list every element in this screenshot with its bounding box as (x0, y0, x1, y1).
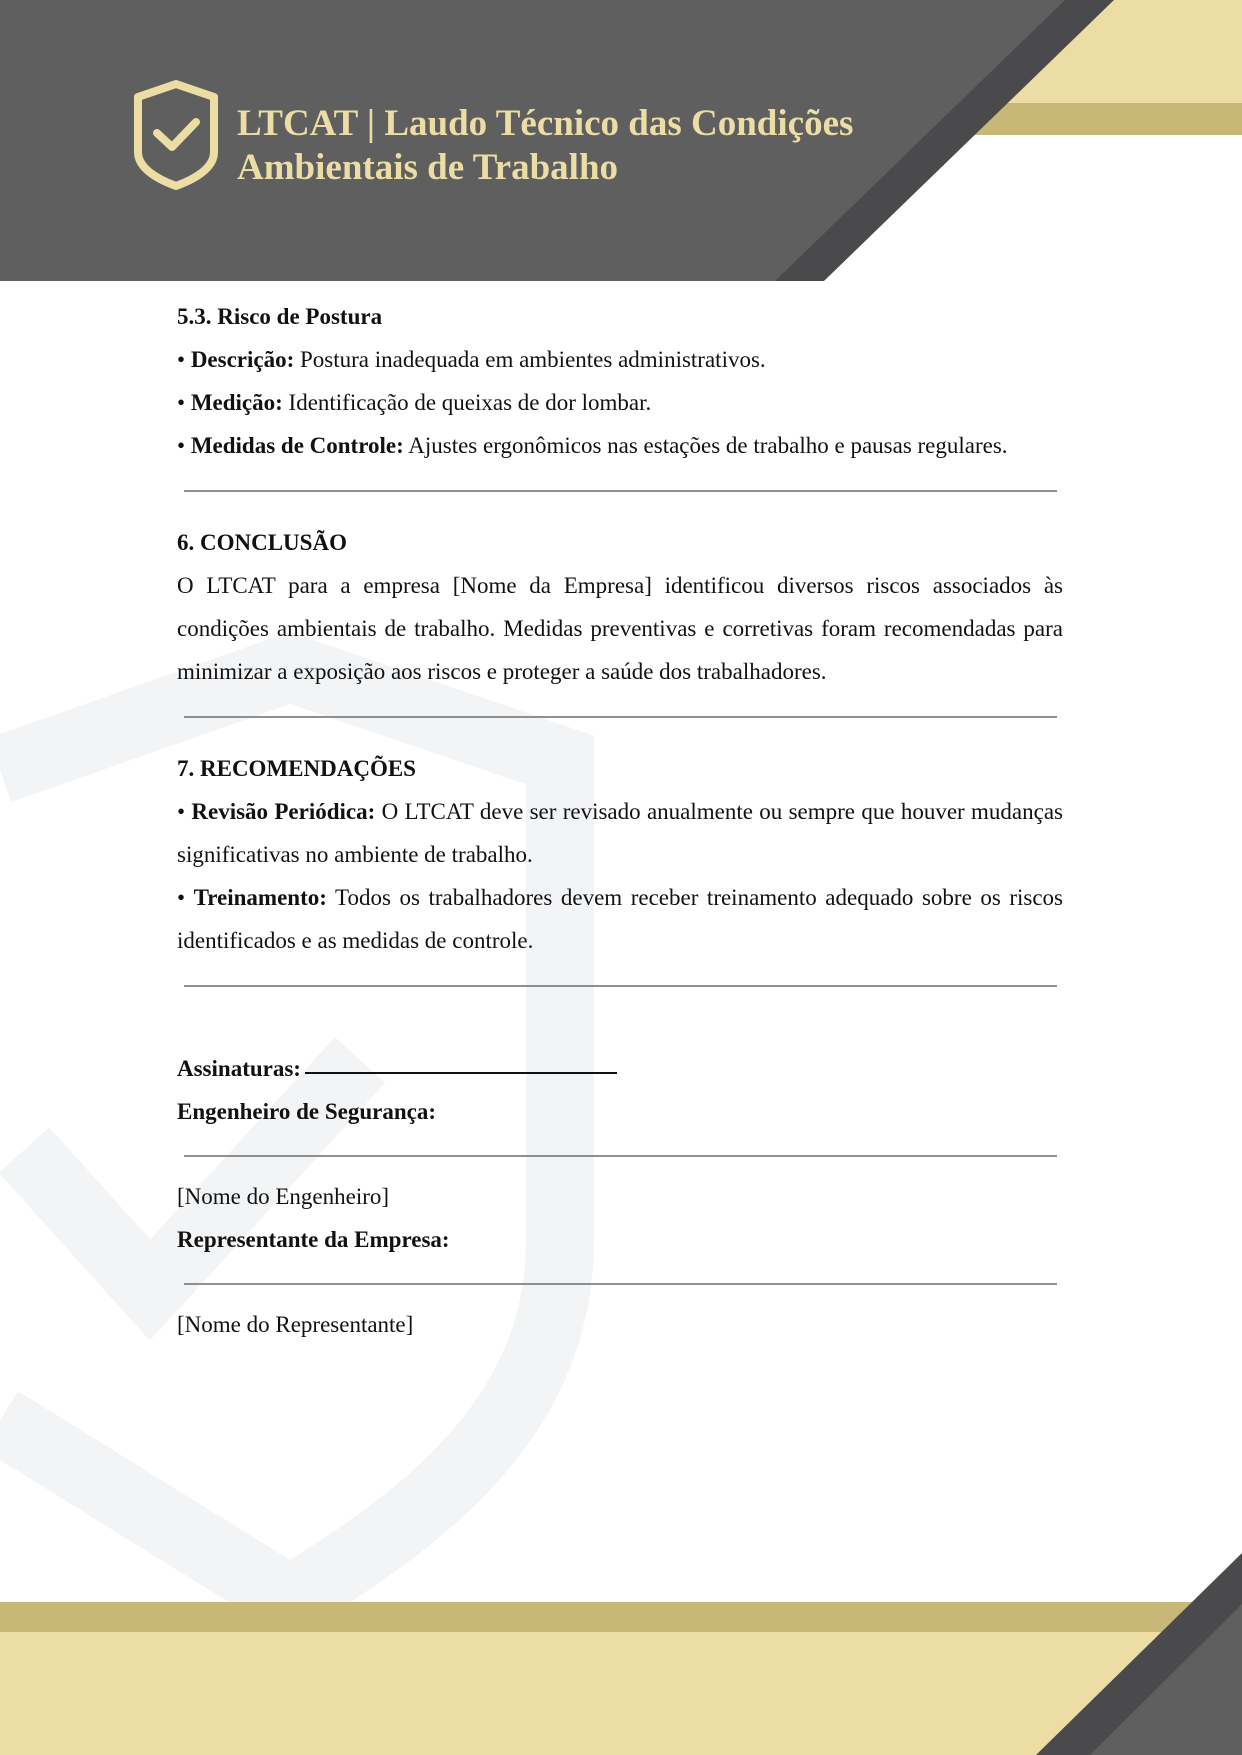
item-label: Descrição: (190, 347, 295, 372)
item-text: Identificação de queixas de dor lombar. (288, 390, 652, 415)
engineer-signature-rule (184, 1155, 1057, 1157)
signatures-row (177, 1044, 1063, 1090)
list-item: • Descrição: Postura inadequada em ambientes administrativos. (177, 347, 766, 372)
signatures-label: Assinaturas: (177, 1056, 301, 1081)
title-line-1: LTCAT | Laudo Técnico das Condições (237, 103, 854, 144)
list-item: • Revisão Periódica: O LTCAT deve ser revisado anualmente ou sempre que houver mudanças significativas no ambiente de trabalho. (177, 799, 1064, 867)
item-label: Medição: (190, 390, 283, 415)
signature-line (305, 1042, 617, 1074)
list-item: • Medição: Identificação de queixas de dor lombar. (177, 390, 652, 415)
item-text: Postura inadequada em ambientes administrativos. (300, 347, 766, 372)
section-7-heading: 7. RECOMENDAÇÕES (177, 756, 416, 781)
conclusion-paragraph: O LTCAT para a empresa [Nome da Empresa] identificou diversos riscos associados às condições ambientais de trabalho. Medidas preventivas e corretivas foram recomendadas para minimizar a exposição aos riscos e proteger a saúde dos trabalhadores. (177, 573, 1063, 684)
item-label: Medidas de Controle: (190, 433, 404, 458)
item-text: O LTCAT deve ser revisado anualmente ou sempre que houver mudanças significativas no ambiente de trabalho. (177, 799, 1064, 867)
item-label: Revisão Periódica: (191, 799, 376, 824)
engineer-name: [Nome do Engenheiro] (177, 1184, 390, 1209)
item-text: Ajustes ergonômicos nas estações de trabalho e pausas regulares. (408, 433, 1008, 458)
representative-signature-rule (184, 1283, 1057, 1285)
representative-name: [Nome do Representante] (177, 1312, 414, 1337)
section-53-heading: 5.3. Risco de Postura (177, 304, 383, 329)
representative-role: Representante da Empresa: (177, 1227, 450, 1252)
item-label: Treinamento: (193, 885, 327, 910)
title-line-2: Ambientais de Trabalho (237, 147, 619, 188)
document-body (177, 295, 1063, 1346)
list-item: • Treinamento: Todos os trabalhadores devem receber treinamento adequado sobre os riscos identificados e as medidas de controle. (177, 885, 1063, 953)
divider (184, 716, 1057, 718)
page-title (237, 102, 897, 190)
footer-band (0, 1553, 1242, 1755)
engineer-role: Engenheiro de Segurança: (177, 1099, 436, 1124)
divider (184, 490, 1057, 492)
item-text: Todos os trabalhadores devem receber treinamento adequado sobre os riscos identificados e as medidas de controle. (177, 885, 1063, 953)
divider (184, 985, 1057, 987)
list-item: • Medidas de Controle: Ajustes ergonômicos nas estações de trabalho e pausas regulares. (177, 433, 1008, 458)
section-6-heading: 6. CONCLUSÃO (177, 530, 347, 555)
signatures-block (177, 1044, 1063, 1346)
